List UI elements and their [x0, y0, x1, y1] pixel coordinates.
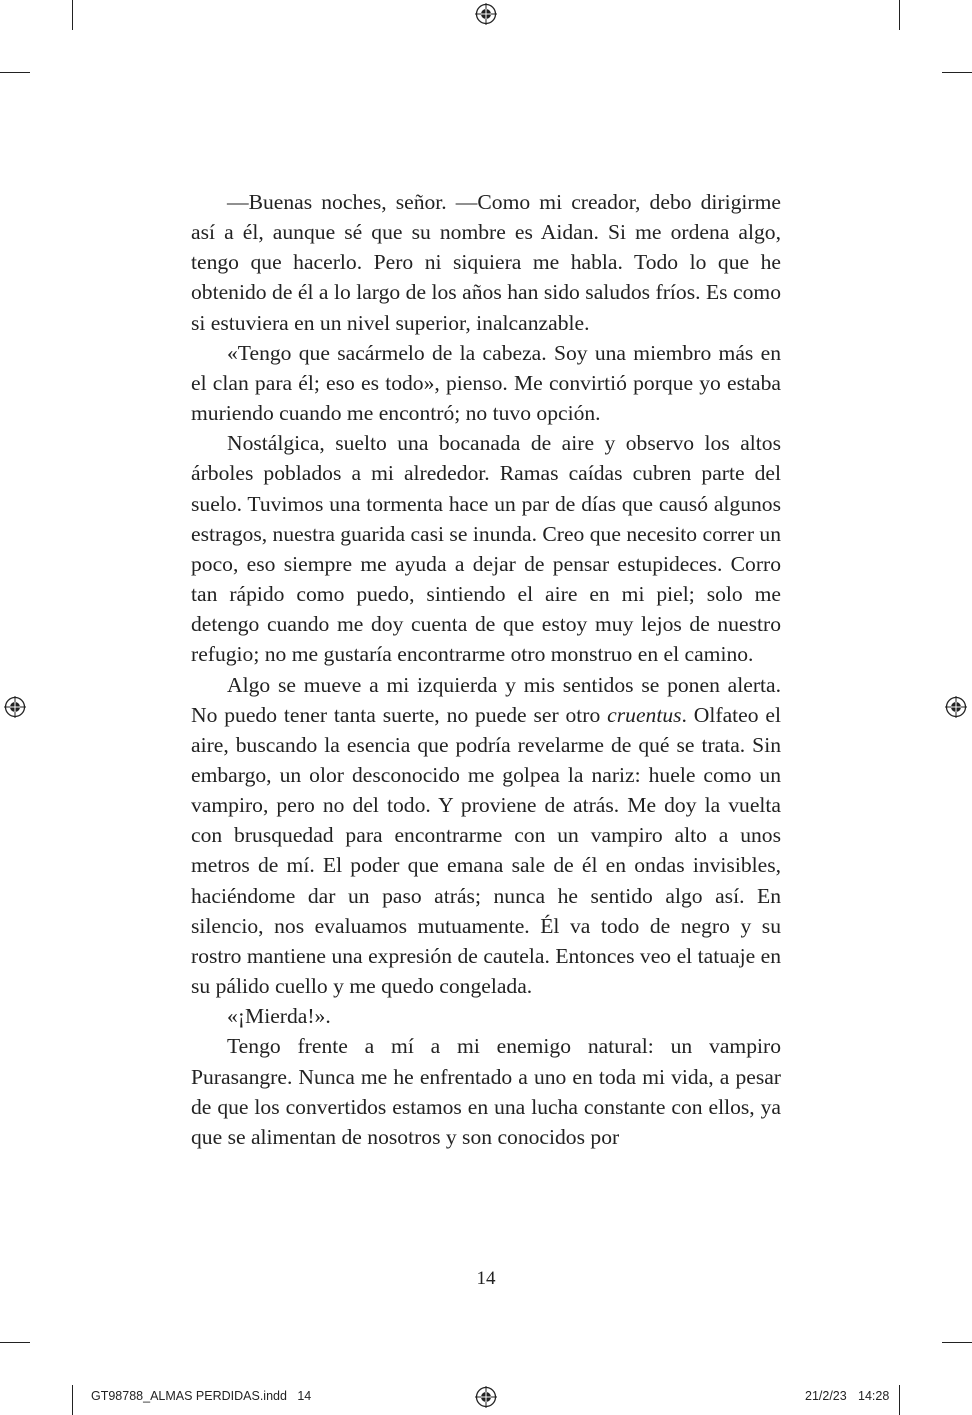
- crop-mark-top-right: [899, 0, 900, 30]
- crop-mark-bottom-right-h: [942, 1342, 972, 1343]
- crop-mark-bottom-right: [899, 1385, 900, 1415]
- paragraph-text: . Olfateo el aire, buscando la esencia que podría revelarme de qué se trata. Sin embargo, un olor desconocido me golpea la nariz: huele como un vampiro, pero no del todo. Y proviene de atrás. Me doy la vuelta con brusquedad para encontrarme con un vampiro alto a unos metros de mí. El poder que emana sale de él en ondas invisibles, haciéndome dar un paso atrás; nunca he sentido algo así. En silencio, nos evaluamos mutuamente. Él va todo de negro y su rostro mantiene una expresión de cautela. Entonces veo el tatuaje en su pálido cuello y me quedo congelada.: [191, 702, 781, 999]
- crop-mark-top-right-h: [942, 72, 972, 73]
- paragraph: «¡Mierda!».: [227, 1004, 331, 1029]
- italic-term: cruentus: [607, 702, 682, 727]
- paragraph: —Buenas noches, señor. —Como mi creador, debo dirigirme así a él, aunque sé que su nombre es Aidan. Si me ordena algo, tengo que hacerlo. Pero ni siquiera me habla. Todo lo que he obtenido de él a lo largo de los años han sido saludos fríos. Es como si estuviera en un nivel superior, inalcanzable.: [191, 190, 781, 335]
- crop-mark-bottom-left: [72, 1385, 73, 1415]
- body-text: [191, 187, 781, 1152]
- registration-mark-bottom-icon: [475, 1386, 497, 1408]
- paragraph-text: Algo se mueve a mi izquierda y mis sentidos se ponen alerta. No puedo tener tanta suerte, no puede ser otro: [191, 672, 781, 727]
- crop-mark-top-left-h: [0, 72, 30, 73]
- paragraph: Tengo frente a mí a mi enemigo natural: un vampiro Purasangre. Nunca me he enfrentado a uno en toda mi vida, a pesar de que los convertidos estamos en una lucha constante con ellos, ya que se alimentan de nosotros y son conocidos por: [191, 1034, 781, 1149]
- paragraph: Nostálgica, suelto una bocanada de aire y observo los altos árboles poblados a mi alrededor. Ramas caídas cubren parte del suelo. Tuvimos una tormenta hace un par de días que causó algunos estragos, nuestra guarida casi se inunda. Creo que necesito correr un poco, eso siempre me ayuda a dejar de pensar estupideces. Corro tan rápido como puedo, sintiendo el aire en mi piel; solo me detengo cuando me doy cuenta de que estoy muy lejos de nuestro refugio; no me gustaría encontrarme otro monstruo en el camino.: [191, 431, 782, 667]
- paragraph: [191, 670, 781, 1002]
- crop-mark-top-left: [72, 0, 73, 30]
- registration-mark-left-icon: [4, 696, 26, 718]
- slug-date: 21/2/23: [805, 1389, 847, 1403]
- slug-time: 14:28: [858, 1389, 890, 1403]
- crop-mark-bottom-left-h: [0, 1342, 30, 1343]
- page-number: 14: [476, 1268, 496, 1289]
- slug-filename: GT98788_ALMAS PERDIDAS.indd 14: [91, 1389, 312, 1403]
- registration-mark-right-icon: [945, 696, 967, 718]
- paragraph: «Tengo que sacármelo de la cabeza. Soy una miembro más en el clan para él; eso es todo», pienso. Me convirtió porque yo estaba muriendo cuando me encontró; no tuvo opción.: [191, 340, 781, 426]
- registration-mark-top-icon: [475, 3, 497, 25]
